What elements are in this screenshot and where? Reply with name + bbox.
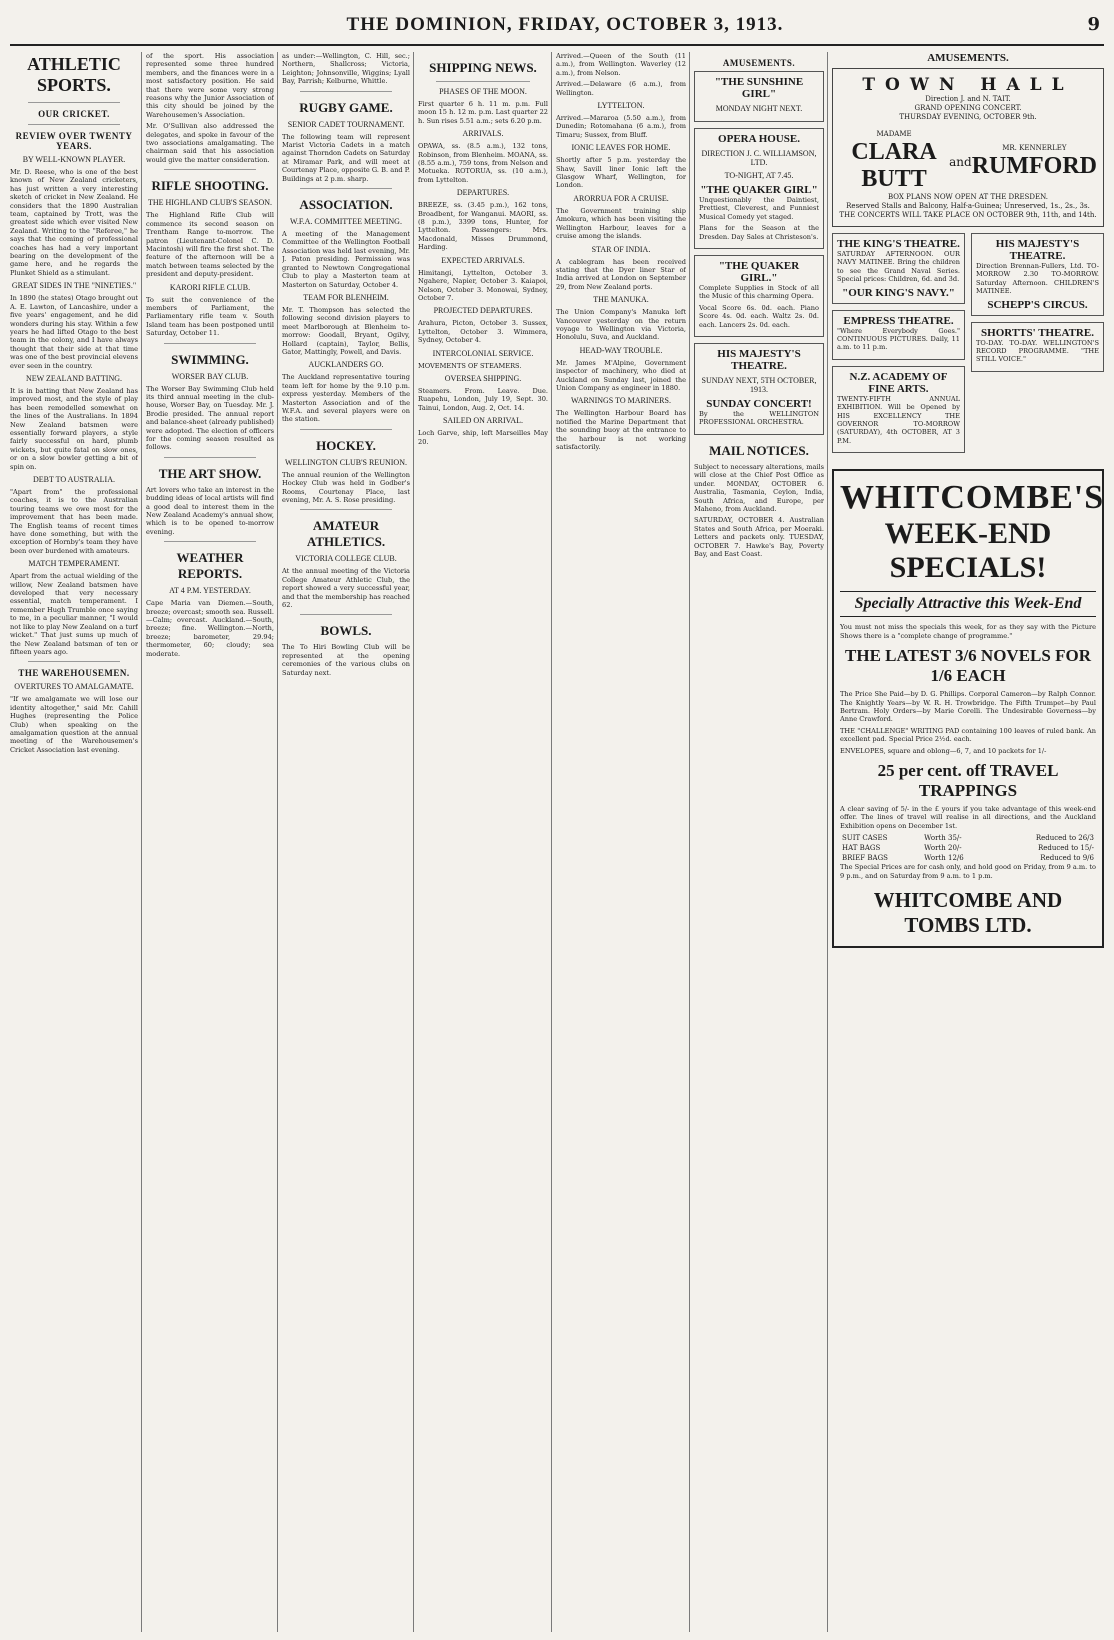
subheading: IONIC LEAVES FOR HOME. — [571, 143, 671, 153]
advert-line: Direction J. and N. TAIT. — [925, 95, 1011, 103]
advert-line: MONDAY NIGHT NEXT. — [715, 104, 803, 113]
advert-title: THE KING'S THEATRE. — [837, 238, 960, 250]
advert-show: "OUR KING'S NAVY." — [842, 286, 955, 299]
article-text: A meeting of the Management Committee of the Wellington Football Association was held last evening, Mr. J. Paton presiding. Permission was granted to Newtown Congregational Club to play a Masterton team at Masterton on Saturday, October 4. — [282, 230, 410, 289]
advert-title: N.Z. ACADEMY OF FINE ARTS. — [849, 370, 948, 395]
article-text: Mr. D. Reese, who is one of the best known of New Zealand cricketers, has just written a very interesting sketch of cricket in New Zealand. He considers that the 1890 Australian team, captained by Trott, was the greatest side which ever visited New Zealand. Writing to the "Referee," he says that the coming of professional coaches has had a very important bearing on the development of the game here, and he regards the Plunket Shield as a stimulant. — [10, 168, 138, 277]
advert-text: TWENTY-FIFTH ANNUAL EXHIBITION. Will be Opened by HIS EXCELLENCY THE GOVERNOR TO-MORROW (SATURDAY), 4th OCTOBER, AT 3 P.M. — [837, 394, 960, 445]
subheading: HEAD-WAY TROUBLE. — [579, 345, 663, 355]
price-item: HAT BAGS — [842, 844, 881, 853]
advert-subtitle: WEEK-END SPECIALS! — [884, 517, 1052, 585]
section-title: BOWLS. — [320, 623, 372, 639]
headline: OUR CRICKET. — [38, 109, 110, 119]
article-text: Art lovers who take an interest in the budding ideas of local artists will find a good deal to interest them in the New Zealand Academy's annual show, which is to be opened to-morrow evening. — [146, 485, 274, 536]
column-rule — [551, 52, 552, 1632]
divider — [28, 124, 120, 125]
advert-line: TO-NIGHT, AT 7.45. — [724, 171, 794, 180]
subheading: OVERSEA SHIPPING. — [444, 373, 522, 383]
section-title: AMATEUR ATHLETICS. — [306, 518, 386, 550]
subheading: MATCH TEMPERAMENT. — [28, 559, 120, 569]
article-text: The Auckland representative touring team left for home by the 9.10 p.m. express yesterday. Members of the Masterton Association and of the W.F.A. and several players were on the station. — [282, 373, 410, 424]
article-text: Steamers. From. Leave. Due. Ruapehu, London, July 19, Sept. 30. Tainui, London, Aug. 2, Oct. 14. — [418, 386, 548, 412]
advert-text: SATURDAY AFTERNOON. OUR NAVY MATINEE. Bring the children to see the Grand Naval Series. Special prices: Children, 6d. and 3d. — [837, 250, 960, 284]
column-rule — [277, 52, 278, 1632]
advert-headline: 25 per cent. off TRAVEL TRAPPINGS — [877, 760, 1059, 800]
advert-text: "Where Everybody Goes." CONTINUOUS PICTURES. Daily, 11 a.m. to 11 p.m. — [837, 326, 960, 352]
article-text: as under:—Wellington, C. Hill, sec.; Northern, Shallcross; Victoria, Leighton; Johnsonville, Wiggins; Lyall Bay, Parrish; Kelburne, Whittle. — [282, 52, 410, 86]
article-text: The Wellington Harbour Board has notified the Marine Department that the sounding buoy at the entrance to the harbour is not working satisfactorily. — [556, 409, 686, 451]
article-text: BREEZE, ss. (3.45 p.m.), 162 tons, Broadbent, for Wanganui. MAORI, ss. (8 p.m.), 3399 tons, Hunter, for Lyttelton. Passengers: Mrs. Macdonald, Misses Drummond, Harding. — [418, 201, 548, 252]
advert-grid-right — [971, 233, 1104, 459]
advert-show: SUNDAY CONCERT! — [706, 398, 812, 411]
divider — [300, 91, 392, 92]
article-text: Mr. T. Thompson has selected the following second division players to meet Marlborough at Blenheim to-morrow: Goodall, Bryant, Ogilvy, Hollard (captain), Taylor, Bellis, Gator, Mattingly, Powell, and Davis. — [282, 305, 410, 356]
subheading: THE HIGHLAND CLUB'S SEASON. — [147, 198, 273, 208]
subheading: SAILED ON ARRIVAL. — [442, 416, 524, 426]
divider — [164, 343, 256, 344]
article-text: The Union Company's Manuka left Vancouver yesterday on the return voyage to Wellington via Victoria, Honolulu, Suva, and Auckland. — [556, 308, 686, 342]
advert-opera-house — [694, 128, 824, 249]
subheading: OVERTURES TO AMALGAMATE. — [14, 682, 134, 692]
advert-quaker-girl-music — [694, 255, 824, 337]
subheading: DEPARTURES. — [456, 188, 510, 198]
advert-text: You must not miss the specials this week, for as they say with the Picture Shows there is a "complete change of programme." — [840, 623, 1096, 640]
artist-title: MADAME — [876, 130, 912, 138]
advert-title: HIS MAJESTY'S THEATRE. — [717, 348, 801, 373]
price-reduced: Reduced to 9/6 — [1040, 854, 1094, 863]
advert-text: TO-DAY. TO-DAY. WELLINGTON'S RECORD PROGRAMME. "THE STILL VOICE." — [976, 338, 1099, 364]
artist-block — [839, 130, 949, 193]
page-number: 9 — [1087, 14, 1100, 35]
column-2 — [146, 52, 274, 1632]
column-rule — [689, 52, 690, 1632]
subheading: STAR OF INDIA. — [591, 244, 651, 254]
section-title: AMUSEMENTS. — [927, 52, 1009, 64]
price-worth: Worth 35/- — [924, 834, 962, 843]
advert-text: A clear saving of 5/- in the £ yours if you take advantage of this week-end offer. The lines of travel will realise in all directions, and the Auckland Exhibition opens on December 1st. — [840, 804, 1096, 830]
advert-whitcombes — [832, 469, 1104, 948]
advert-academy — [832, 366, 965, 453]
advert-text: The Special Prices are for cash only, and hold good on Friday, from 9 a.m. to 9 p.m., and on Saturday from 9 a.m. to 1 p.m. — [840, 863, 1096, 880]
column-amusements — [694, 52, 824, 1632]
article-text: Apart from the actual wielding of the willow, New Zealand batsmen have developed that very necessary essential, match temperament. I remember Hugh Trumble once saying to me, in a peculiar manner, "I would not like to play New Zealand on a turf wicket." That just sums up much of the New Zealand batsman of ten or fifteen years ago. — [10, 572, 138, 656]
price-reduced: Reduced to 15/- — [1037, 844, 1094, 853]
advert-footer: WHITCOMBE AND TOMBS LTD. — [873, 887, 1063, 937]
article-text: The Government training ship Amokura, which has been visiting the Wellington Harbour, leaves for a cruise among the islands. — [556, 206, 686, 241]
article-text: Shortly after 5 p.m. yesterday the Shaw, Savill liner Ionic left the Glasgow Wharf, Wellington, for London. — [556, 156, 686, 190]
subheading: KARORI RIFLE CLUB. — [169, 282, 251, 292]
subheading: NEW ZEALAND BATTING. — [25, 373, 123, 383]
advert-shortts-theatre — [971, 322, 1104, 372]
table-row — [840, 853, 1096, 863]
column-rule — [827, 52, 828, 1632]
subheading: EXPECTED ARRIVALS. — [441, 255, 525, 265]
section-title: ATHLETIC SPORTS. — [27, 54, 121, 95]
headline: THE WAREHOUSEMEN. — [18, 668, 130, 679]
subheading: VICTORIA COLLEGE CLUB. — [295, 554, 397, 564]
table-row — [840, 833, 1096, 843]
advert-tagline: Specially Attractive this Week-End — [840, 591, 1096, 617]
advert-title: OPERA HOUSE. — [718, 133, 800, 145]
column-3 — [282, 52, 410, 1632]
artists — [839, 130, 1097, 193]
article-text: OPAWA, ss. (8.5 a.m.), 132 tons, Robinson, from Blenheim. MOANA, ss. (8.55 a.m.), 759 tons, from Nelson and Motueka. ROTORUA, ss. (10 a.m.), from Lyttelton. — [418, 142, 548, 184]
section-title: SHIPPING NEWS. — [429, 60, 537, 75]
advert-text: Plans for the Season at the Dresden. Day Sales at Christeson's. — [699, 224, 819, 241]
table-row — [840, 843, 1096, 853]
divider — [300, 614, 392, 615]
section-title: RUGBY GAME. — [299, 99, 393, 115]
artist-block — [972, 144, 1097, 180]
article-text: The To Hiri Bowling Club will be represented at the opening ceremonies of the various clubs on Saturday next. — [282, 643, 410, 677]
advert-text: Unquestionably the Daintiest, Prettiest, Cleverest, and Funniest Musical Comedy yet staged. — [699, 196, 819, 221]
advert-title: TOWN HALL — [862, 75, 1074, 95]
advert-town-hall — [832, 68, 1104, 227]
advert-text: By the WELLINGTON PROFESSIONAL ORCHESTRA. — [699, 410, 819, 427]
subheading: SENIOR CADET TOURNAMENT. — [287, 119, 405, 129]
article-text: In 1890 (he states) Otago brought out A. E. Lawton, of Lancashire, under a five years' engagement, and he did wonders during his stay. Within a few years he had lifted Otago to the best team in the colony, and I have always thought that their side at that time was one of the best provincial elevens ever seen in the country. — [10, 294, 138, 370]
section-title: RIFLE SHOOTING. — [151, 178, 269, 194]
divider — [164, 541, 256, 542]
section-title: THE ART SHOW. — [158, 465, 262, 481]
subheading: ARORRUA FOR A CRUISE. — [573, 193, 669, 203]
advert-text: The Price She Paid—by D. G. Phillips. Corporal Cameron—by Ralph Connor. The Knightly Years—by W. R. H. Trowbridge. The Fifth Trumpet—by Paul Bertram. Holy Orders—by Marie Corelli. The Undesirable Governess—by Anne Crawford. — [840, 690, 1096, 724]
advert-line: BOX PLANS NOW OPEN AT THE DRESDEN. — [888, 193, 1048, 201]
article-text: SATURDAY, OCTOBER 4. Australian States and South Africa, per Moeraki. Letters and packets only. TUESDAY, OCTOBER 7. Hawke's Bay, Poverty Bay, and East Coast. — [694, 516, 824, 558]
advert-line: SUNDAY NEXT, 5TH OCTOBER, 1913. — [701, 376, 817, 395]
column-rule — [141, 52, 142, 1632]
article-text: A cablegram has been received stating that the Dyer liner Star of India arrived at London on September 29, from New Zealand ports. — [556, 257, 686, 291]
article-text: Arrived.—Delaware (6 a.m.), from Wellington. — [556, 80, 686, 97]
advert-line: THE CONCERTS WILL TAKE PLACE ON OCTOBER 9th, 11th, and 14th. — [839, 211, 1097, 219]
subheading: WARNINGS TO MARINERS. — [571, 396, 671, 406]
article-text: The annual reunion of the Wellington Hockey Club was held in Godber's Rooms, Courtenay Place, last evening, Mr. A. S. Rose presiding. — [282, 470, 410, 504]
advert-title: EMPRESS THEATRE. — [843, 314, 954, 327]
subheading: INTERCOLONIAL SERVICE. — [432, 348, 534, 358]
subheading: PROJECTED DEPARTURES. — [433, 306, 533, 316]
price-item: BRIEF BAGS — [842, 854, 888, 863]
article-text: "If we amalgamate we will lose our identity altogether," said Mr. Cahill Hughes (representing the Police Club) when speaking on the amalgamation question at the annual meeting of the Warehousemen's Cricket Association last evening. — [10, 695, 138, 754]
divider — [164, 169, 256, 170]
article-text: Cape Maria van Diemen.—South, breeze; overcast; smooth sea. Russell.—Calm; overcast. Auckland.—South, breeze; fine. Wellington.—North, breeze; barometer, 29.94; thermometer, 60; cloudy; sea moderate. — [146, 599, 274, 658]
advert-grid — [832, 233, 1104, 459]
section-title: SWIMMING. — [171, 351, 249, 367]
price-reduced: Reduced to 26/3 — [1035, 834, 1094, 843]
advert-title: WHITCOMBE'S — [840, 479, 1104, 517]
price-worth: Worth 20/- — [924, 844, 962, 853]
article-text: Himitangi, Lyttelton, October 3. Ngahere, Napier, October 3. Kaiapoi, Nelson, October 3. Monowai, Sydney, October 7. — [418, 268, 548, 302]
advert-his-majestys-theatre — [971, 233, 1104, 316]
column-5 — [556, 52, 686, 1632]
advert-his-majestys — [694, 343, 824, 435]
advert-line: THURSDAY EVENING, OCTOBER 9th. — [899, 113, 1037, 121]
section-title: ASSOCIATION. — [299, 197, 393, 213]
subheading: TEAM FOR BLENHEIM. — [303, 292, 389, 302]
subheading: THE MANUKA. — [593, 295, 649, 305]
advert-show: SCHEPP'S CIRCUS. — [987, 298, 1088, 311]
article-text: The Worser Bay Swimming Club held its third annual meeting in the club-house, Worser Bay, on Tuesday. Mr. J. Brodie presided. The annual report and balance-sheet (already published) were adopted. The election of officers for the coming season resulted as follows. — [146, 384, 274, 452]
advert-title: "THE QUAKER GIRL." — [718, 260, 800, 285]
advert-headline: THE LATEST 3/6 NOVELS FOR 1/6 EACH — [845, 646, 1091, 686]
subheading: PHASES OF THE MOON. — [439, 87, 527, 96]
subheading: LYTTELTON. — [597, 101, 645, 111]
subheading: GREAT SIDES IN THE "NINETIES." — [11, 281, 137, 291]
headline: REVIEW OVER TWENTY YEARS. — [15, 131, 133, 151]
article-text: of the sport. His association represented some three hundred members, and the finances were in a most satisfactory position. He said that there were some very strong reasons why the Junior Association of this city should be joined by the Warehousemen's Association. — [146, 52, 274, 119]
article-text: Mr. James M'Alpine, Government inspector of machinery, who died at Auckland on Sunday last, joined the Union Company as engineer in 1880. — [556, 358, 686, 392]
subheading: AUCKLANDERS GO. — [308, 360, 384, 370]
advert-text: ENVELOPES, square and oblong—6, 7, and 10 packets for 1/- — [840, 746, 1047, 755]
divider — [28, 102, 120, 103]
price-item: SUIT CASES — [842, 834, 888, 843]
advert-text: Complete Supplies in Stock of all the Music of this charming Opera. — [699, 284, 819, 301]
advert-kings-theatre — [832, 233, 965, 304]
subheading: AT 4 P.M. YESTERDAY. — [169, 586, 251, 596]
advert-sunshine-girl — [694, 71, 824, 122]
artist-title: MR. KENNERLEY — [1002, 143, 1067, 152]
divider — [164, 457, 256, 458]
advert-text: Direction Brennan-Fullers, Ltd. TO-MORROW 2.30 TO-MORROW. Saturday Afternoon. CHILDREN'S MATINEE. — [976, 262, 1099, 296]
advert-grid-left — [832, 233, 965, 459]
section-title: HOCKEY. — [316, 437, 376, 453]
article-text: First quarter 6 h. 11 m. p.m. Full moon 15 h. 12 m. p.m. Last quarter 22 h. Sun rises 5.51 a.m.; sets 6.20 p.m. — [418, 100, 548, 125]
article-text: "Apart from" the professional coaches, it is to the Australian touring teams we owe most for the improvement that has been made. The English teams of recent times have done something, but with the exception of Hornby's team they have been over burdened with amateurs. — [10, 488, 138, 555]
article-text: Subject to necessary alterations, mails will close at the Chief Post Office as under. MONDAY, OCTOBER 6. Australia, Tasmania, Ceylon, India, South Africa, and Europe, per Maheno, from Auckland. — [694, 462, 824, 513]
article-text: MOVEMENTS OF STEAMERS. — [418, 361, 522, 370]
divider — [436, 81, 530, 82]
article-text: It is in batting that New Zealand has improved most, and the style of play has been remodelled somewhat on the lines of the Australians. In 1894 New Zealand batsmen were essentially forward players, a style fairly successful on hard, plumb wickets, but quite fatal on slow ones, or on a slow bowler getting a bit of spin on. — [10, 386, 138, 471]
subheading: DEBT TO AUSTRALIA. — [32, 475, 115, 484]
advert-empress-theatre — [832, 310, 965, 360]
article-text: The following team will represent Marist Victoria Cadets in a match against Thorndon Cadets on Saturday at Miramar Park, and will meet at Courtenay Place, opposite G. B. and P. Buildings at 2 p.m. sharp. — [282, 132, 410, 183]
article-text: Arrived.—Queen of the South (11 a.m.), from Wellington. Waverley (12 a.m.), from Nelson. — [556, 52, 686, 77]
article-text: Loch Garve, ship, left Marseilles May 20. — [418, 429, 548, 446]
divider — [300, 509, 392, 510]
masthead-title: THE DOMINION, FRIDAY, OCTOBER 3, 1913. — [346, 14, 784, 35]
subheading: WELLINGTON CLUB'S REUNION. — [285, 457, 407, 467]
artist-name: CLARA BUTT — [851, 139, 937, 192]
advert-show: "THE QUAKER GIRL" — [700, 184, 818, 196]
byline: BY WELL-KNOWN PLAYER. — [22, 155, 126, 164]
subheading: WORSER BAY CLUB. — [171, 371, 249, 381]
article-text: Mr. O'Sullivan also addressed the delegates, and spoke in favour of the two associations amalgamating. The chairman said that his association would give the matter consideration. — [146, 122, 274, 164]
advert-title: "THE SUNSHINE GIRL" — [714, 76, 804, 100]
advert-text: THE "CHALLENGE" WRITING PAD containing 100 leaves of ruled bank. An excellent pad. Special Price 2½d. each. — [840, 726, 1096, 744]
section-title: WEATHER REPORTS. — [176, 550, 244, 582]
divider — [300, 429, 392, 430]
column-rule — [413, 52, 414, 1632]
masthead — [10, 10, 1104, 46]
column-athletic-sports — [10, 52, 138, 1632]
subheading: ARRIVALS. — [462, 129, 504, 139]
divider — [28, 661, 120, 662]
artist-and: and — [949, 154, 972, 169]
article-text: Arahura, Picton, October 3. Sussex, Lyttelton, October 3. Wimmera, Sydney, October 4. — [418, 319, 548, 345]
article-text: Arrived.—Mararoa (5.50 a.m.), from Dunedin; Rotomahana (6 a.m.), from Timaru; Sussex, from Bluff. — [556, 114, 686, 139]
article-text: The Highland Rifle Club will commence its second season on Trentham Range to-morrow. The patron (Lieutenant-Colonel C. D. Macintosh) will fire the first shot. The feature of the afternoon will be a match between teams selected by the president and deputy-president. — [146, 211, 274, 279]
advert-text: Vocal Score 6s. 0d. each. Piano Score 4s. 0d. each. Waltz 2s. 0d. each. Lancers 2s. 0d. each. — [699, 303, 819, 329]
advert-line: Reserved Stalls and Balcony, Half-a-Guinea; Unreserved, 1s., 2s., 3s. — [846, 202, 1090, 210]
article-text: To suit the convenience of the members of Parliament, the Parliamentary rifle team v. South Island team has been postponed until Saturday, October 11. — [146, 295, 274, 338]
column-amusements-2 — [832, 52, 1104, 1632]
advert-title: SHORTTS' THEATRE. — [981, 326, 1094, 339]
artist-name: RUMFORD — [971, 152, 1097, 179]
price-table — [840, 833, 1096, 863]
advert-line: GRAND OPENING CONCERT. — [914, 104, 1022, 112]
advert-title: HIS MAJESTY'S THEATRE. — [995, 238, 1080, 262]
article-text: At the annual meeting of the Victoria College Amateur Athletic Club, the report showed a very successful year, and that the membership has reached 62. — [282, 567, 410, 610]
column-shipping — [418, 52, 548, 1632]
divider — [300, 188, 392, 189]
section-title: MAIL NOTICES. — [709, 442, 809, 458]
price-worth: Worth 12/6 — [924, 854, 964, 863]
subheading: W.F.A. COMMITTEE MEETING. — [290, 217, 402, 227]
section-title: AMUSEMENTS. — [722, 58, 796, 68]
advert-line: DIRECTION J. C. WILLIAMSON, LTD. — [701, 149, 817, 167]
